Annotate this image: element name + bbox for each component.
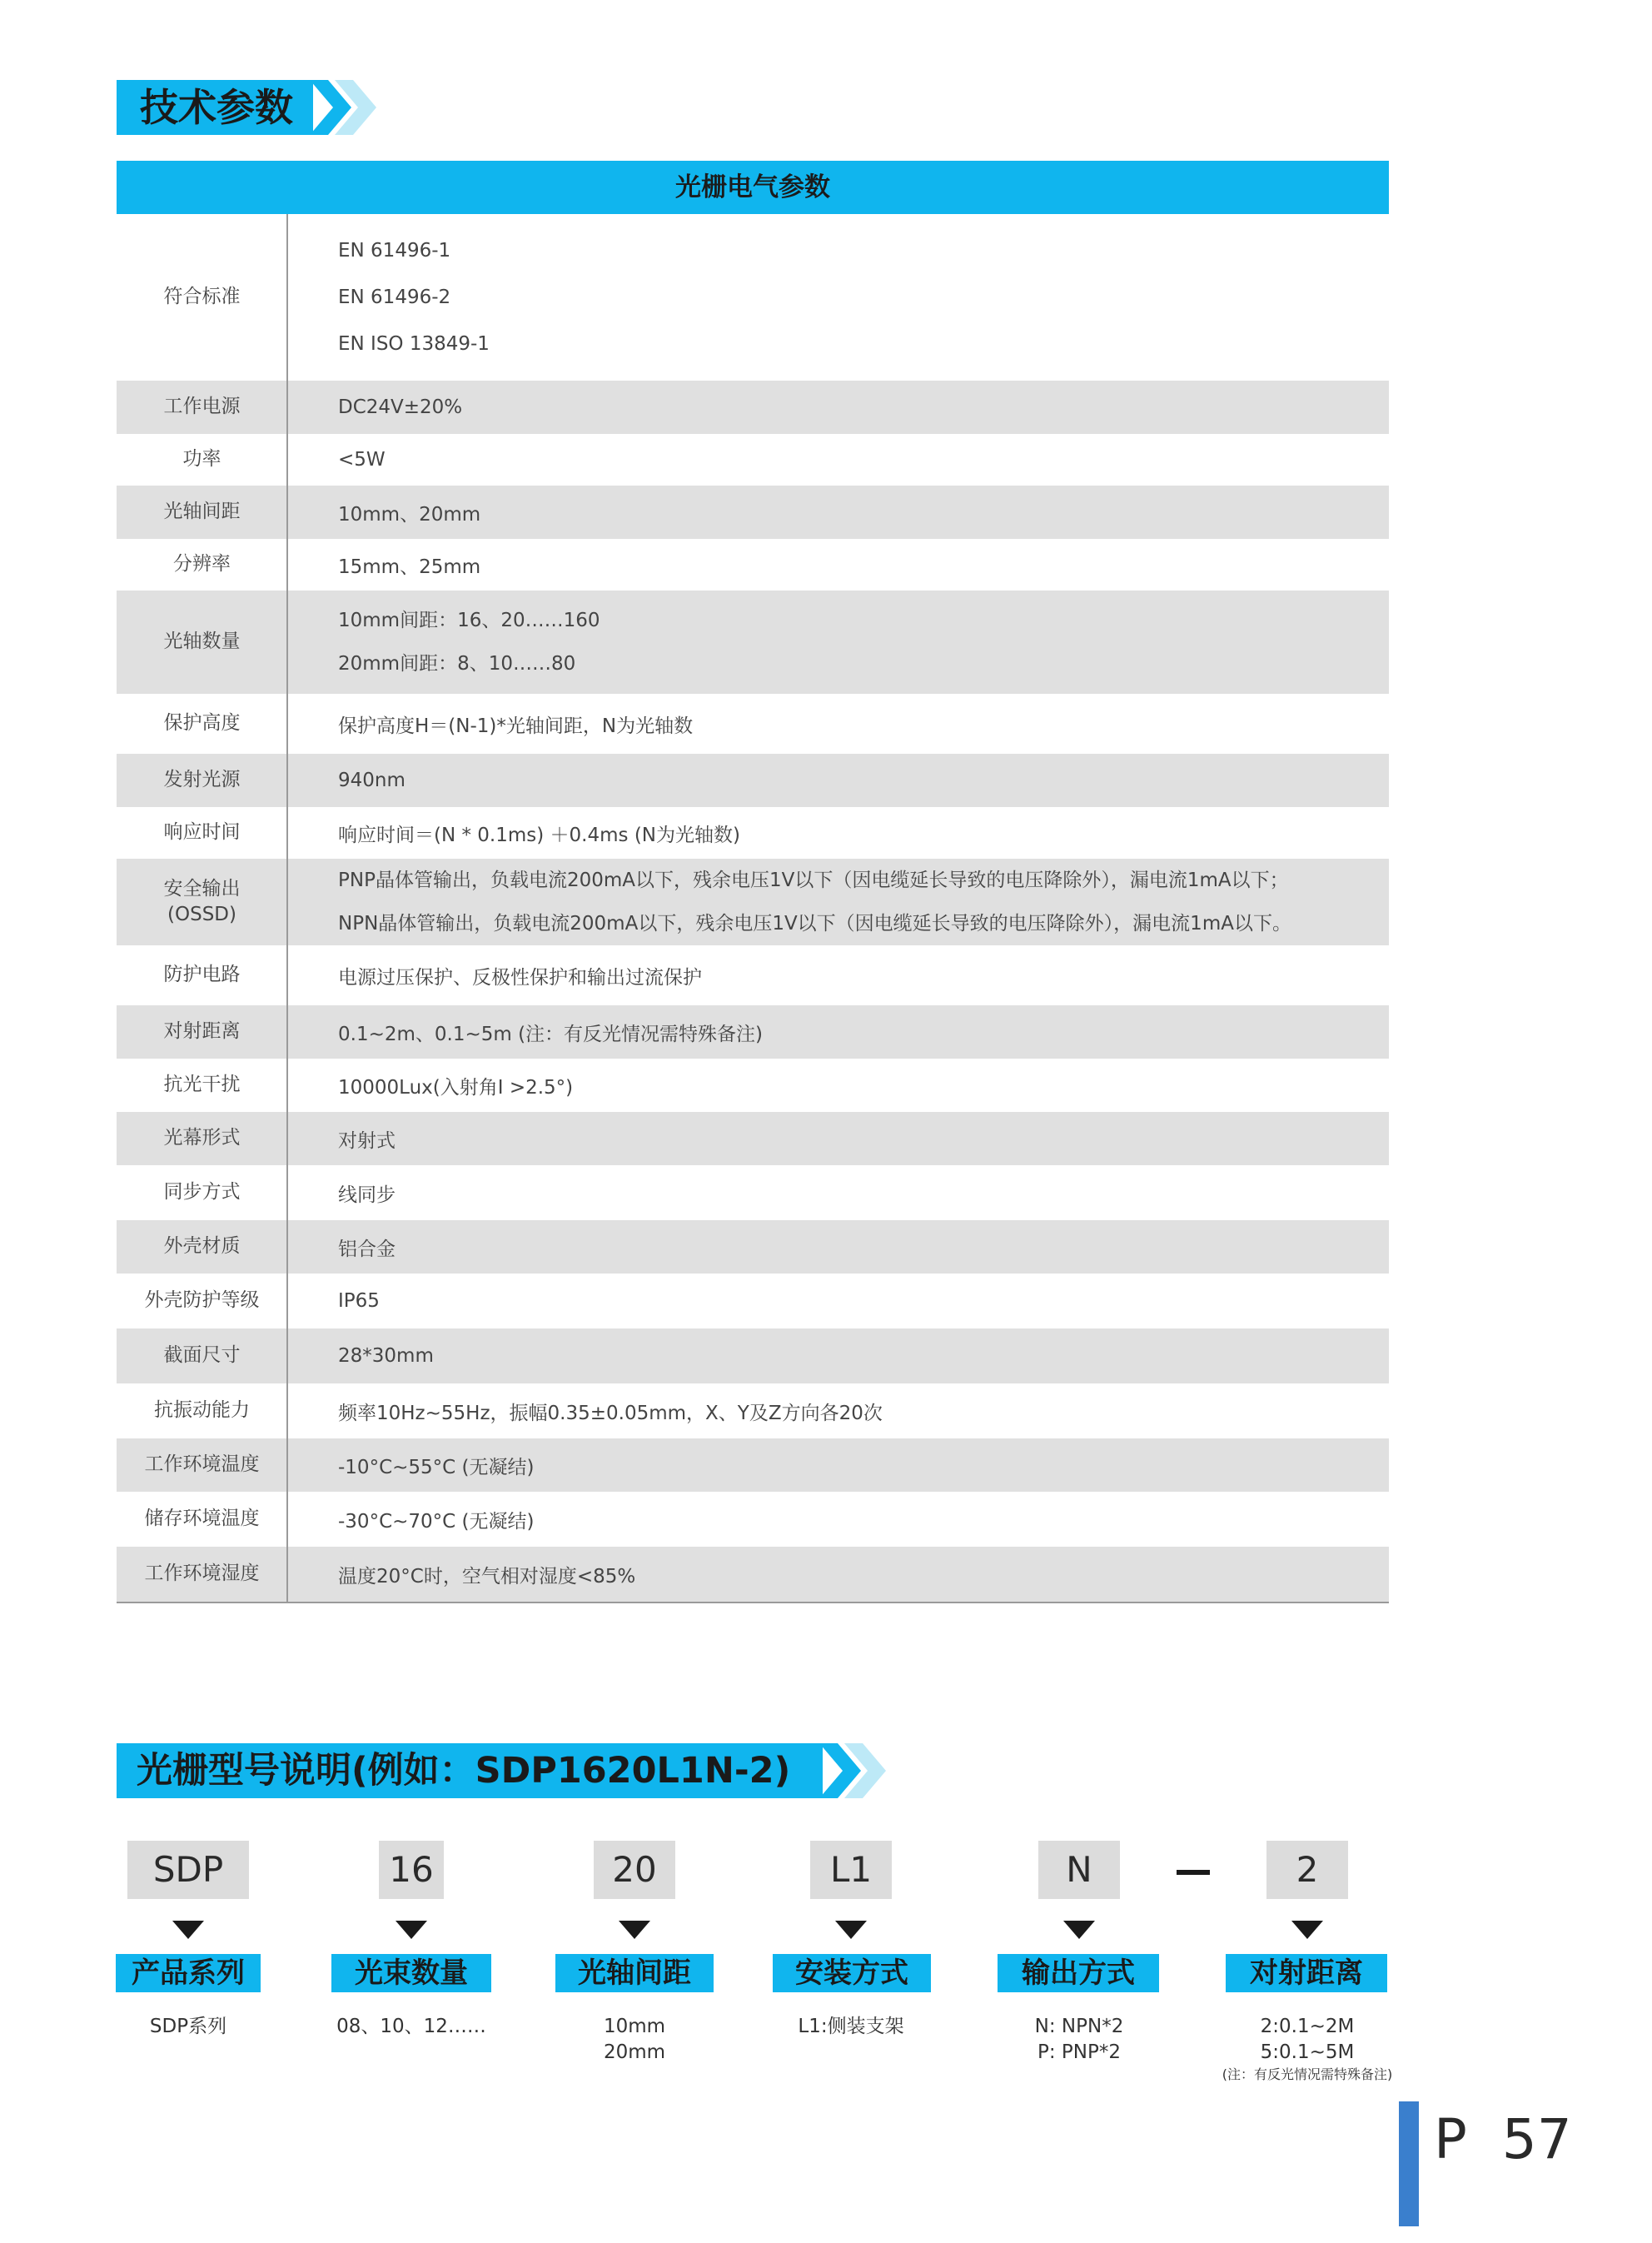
page-number-bar (1399, 2101, 1419, 2226)
desc-distance: 2:0.1~2M 5:0.1~5M (注：有反光情况需特殊备注) (1199, 2014, 1416, 2084)
spec-label: 发射光源 (163, 769, 241, 791)
spec-row (117, 1438, 1389, 1492)
spec-label: 外壳防护等级 (144, 1289, 260, 1312)
spec-label: 光轴间距 (163, 501, 241, 523)
label-distance: 对射距离 (1226, 1954, 1387, 1992)
spec-value: 10mm间距：16、20……160 (338, 610, 600, 631)
down-arrow-icon (619, 1921, 650, 1939)
spec-row (117, 1547, 1389, 1602)
down-arrow-icon (172, 1921, 204, 1939)
spec-row (117, 1383, 1389, 1438)
spec-row (117, 1274, 1389, 1328)
spec-value: 10mm、20mm (338, 503, 481, 526)
down-arrow-icon (1291, 1921, 1323, 1939)
table-bottom-border (117, 1602, 1389, 1603)
table-header: 光栅电气参数 (117, 161, 1389, 214)
spec-value: EN 61496-1 (338, 240, 451, 262)
spec-value: 电源过压保护、反极性保护和输出过流保护 (338, 966, 702, 989)
spec-value: 频率10Hz~55Hz，振幅0.35±0.05mm，X、Y及Z方向各20次 (338, 1402, 883, 1424)
spec-row (117, 1165, 1389, 1220)
double-chevron-icon (819, 1743, 894, 1798)
spec-value: IP65 (338, 1290, 380, 1312)
down-arrow-icon (835, 1921, 867, 1939)
spec-label: 抗振动能力 (154, 1399, 250, 1422)
spec-row (117, 214, 1389, 381)
label-series: 产品系列 (116, 1954, 261, 1992)
spec-label: 工作电源 (163, 396, 241, 418)
desc-pitch: 10mm 20mm (603, 2016, 666, 2063)
spec-value: <5W (338, 449, 386, 471)
code-box-distance: 2 (1266, 1841, 1348, 1899)
spec-value: 10000Lux(入射角I >2.5°) (338, 1076, 574, 1099)
spec-row (117, 1059, 1389, 1112)
spec-value: PNP晶体管输出，负载电流200mA以下，残余电压1V以下（因电缆延长导致的电压降除外），漏电流1mA以下； (338, 870, 1289, 891)
model-title-banner (117, 1743, 891, 1798)
model-title: 光栅型号说明(例如：SDP1620L1N-2) (117, 1743, 823, 1798)
spec-value: 对射式 (338, 1129, 396, 1152)
spec-row (117, 1328, 1389, 1383)
spec-label: 同步方式 (163, 1181, 241, 1204)
spec-row (117, 539, 1389, 591)
spec-label: 响应时间 (163, 821, 241, 844)
label-pitch: 光轴间距 (555, 1954, 714, 1992)
label-mount: 安装方式 (773, 1954, 931, 1992)
desc-beams: 08、10、12…… (336, 2016, 486, 2037)
spec-row (117, 486, 1389, 539)
distance-note: (注：有反光情况需特殊备注) (1222, 2066, 1393, 2082)
spec-value: 保护高度H＝(N-1)*光轴间距，N为光轴数 (338, 715, 694, 737)
double-chevron-icon (310, 80, 385, 135)
page-number: P 57 (1434, 2107, 1572, 2171)
spec-value: 线同步 (338, 1184, 396, 1206)
spec-row (117, 859, 1389, 945)
spec-label: 分辨率 (173, 553, 231, 576)
spec-value: 28*30mm (338, 1345, 434, 1367)
separator-dash (1177, 1870, 1210, 1875)
spec-label: 保护高度 (163, 712, 241, 735)
spec-row (117, 807, 1389, 859)
spec-value: 940nm (338, 770, 406, 791)
spec-label: 光幕形式 (163, 1127, 241, 1149)
spec-value: -10°C~55°C (无凝结) (338, 1456, 535, 1478)
spec-row (117, 1220, 1389, 1274)
down-arrow-icon (1063, 1921, 1095, 1939)
spec-row (117, 1112, 1389, 1165)
spec-value: EN 61496-2 (338, 287, 451, 308)
code-box-pitch: 20 (594, 1841, 675, 1899)
column-divider (286, 214, 288, 1602)
desc-mount: L1:侧装支架 (798, 2016, 904, 2037)
desc-series: SDP系列 (149, 2016, 227, 2037)
label-output: 输出方式 (998, 1954, 1159, 1992)
spec-value: 0.1~2m、0.1~5m (注：有反光情况需特殊备注) (338, 1023, 764, 1045)
spec-label: 截面尺寸 (163, 1344, 241, 1367)
spec-label: 功率 (182, 448, 221, 471)
spec-label: 光轴数量 (163, 631, 241, 653)
spec-label: 工作环境温度 (144, 1453, 260, 1476)
spec-table (117, 214, 1389, 1602)
spec-value: DC24V±20% (338, 396, 463, 418)
spec-value: 铝合金 (338, 1238, 396, 1260)
spec-value: 15mm、25mm (338, 556, 481, 578)
spec-label: 符合标准 (163, 286, 241, 308)
section-title: 技术参数 (117, 80, 313, 135)
spec-row (117, 591, 1389, 694)
spec-value: NPN晶体管输出，负载电流200mA以下，残余电压1V以下（因电缆延长导致的电压降除外），漏电流1mA以下。 (338, 913, 1291, 935)
spec-row (117, 1492, 1389, 1547)
spec-value: 20mm间距：8、10……80 (338, 653, 576, 675)
spec-value: -30°C~70°C (无凝结) (338, 1510, 535, 1533)
spec-label: 防护电路 (163, 964, 241, 986)
desc-output: N: NPN*2 P: PNP*2 (1034, 2016, 1124, 2063)
spec-label: 外壳材质 (163, 1235, 241, 1258)
spec-label: 抗光干扰 (163, 1074, 241, 1096)
spec-label: 工作环境湿度 (144, 1563, 260, 1585)
code-box-series: SDP (127, 1841, 249, 1899)
section-title-banner (117, 80, 383, 135)
spec-label: 安全输出 (OSSD) (163, 877, 241, 925)
spec-value: 温度20°C时，空气相对湿度<85% (338, 1565, 636, 1588)
spec-value: EN ISO 13849-1 (338, 333, 490, 355)
spec-value: 响应时间＝(N * 0.1ms) ＋0.4ms (N为光轴数) (338, 824, 740, 846)
label-beams: 光束数量 (331, 1954, 491, 1992)
spec-row (117, 381, 1389, 434)
spec-label: 对射距离 (163, 1020, 241, 1043)
spec-row (117, 694, 1389, 754)
spec-row (117, 945, 1389, 1005)
down-arrow-icon (396, 1921, 427, 1939)
spec-label: 储存环境温度 (144, 1508, 260, 1530)
code-box-output: N (1038, 1841, 1120, 1899)
code-box-mount: L1 (810, 1841, 892, 1899)
spec-row (117, 754, 1389, 807)
spec-row (117, 434, 1389, 486)
code-box-beams: 16 (379, 1841, 444, 1899)
spec-row (117, 1005, 1389, 1059)
